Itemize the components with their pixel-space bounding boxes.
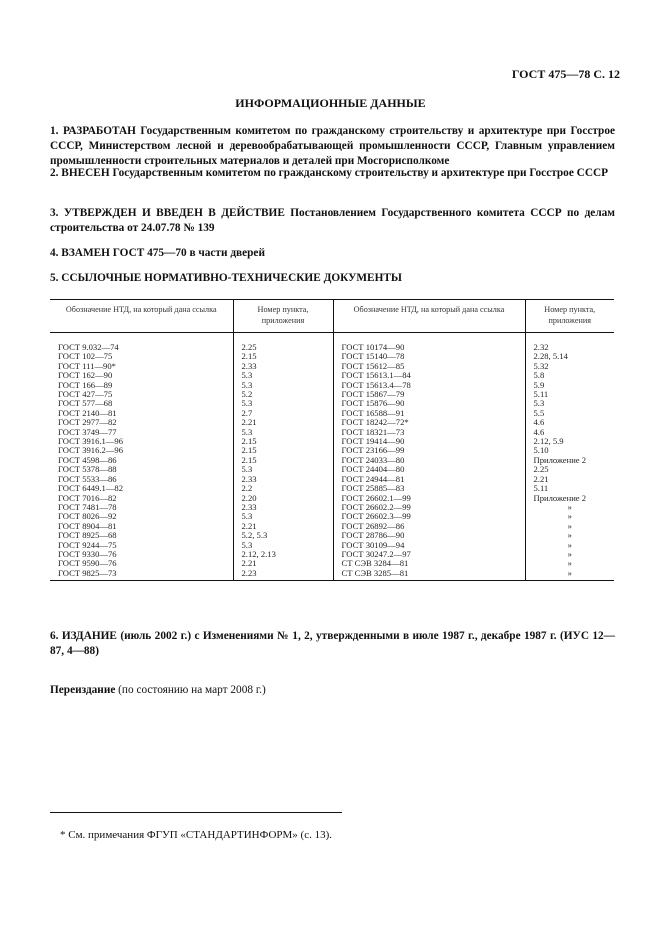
cell-doc-left: ГОСТ 166—89 — [50, 381, 233, 390]
cell-clause-right: 2.25 — [533, 464, 549, 475]
table-row — [50, 371, 614, 380]
table-row — [50, 531, 614, 540]
table-row — [50, 494, 614, 503]
cell-clause-left: 2.33 — [233, 503, 333, 512]
table-header-row — [50, 300, 614, 333]
cell-doc-right: ГОСТ 26602.2—99 — [333, 503, 525, 512]
cell-clause-left: 2.25 — [233, 333, 333, 353]
cell-doc-left: ГОСТ 427—75 — [50, 390, 233, 399]
cell-doc-left: ГОСТ 7481—78 — [50, 503, 233, 512]
cell-clause-right: 2.21 — [533, 473, 549, 484]
reissue-label: Переиздание — [50, 684, 116, 696]
table-row — [50, 381, 614, 390]
cell-clause-right: 5.11 — [533, 389, 549, 400]
cell-doc-left: ГОСТ 2977—82 — [50, 418, 233, 427]
cell-doc-right: ГОСТ 18242—72* — [333, 418, 525, 427]
cell-clause-right: 5.32 — [533, 360, 549, 371]
cell-clause-left: 2.7 — [233, 409, 333, 418]
cell-doc-right: СТ СЭВ 3285—81 — [333, 569, 525, 581]
cell-doc-right: ГОСТ 24944—81 — [333, 475, 525, 484]
cell-clause-right: » — [567, 520, 572, 531]
cell-clause-right: 5.11 — [533, 483, 549, 494]
cell-doc-left: ГОСТ 5378—88 — [50, 465, 233, 474]
cell-clause-left: 2.12, 2.13 — [233, 550, 333, 559]
table-row — [50, 390, 614, 399]
cell-doc-left: ГОСТ 8925—68 — [50, 531, 233, 540]
cell-clause-right: 5.3 — [533, 398, 545, 409]
table-row — [50, 418, 614, 427]
table-row — [50, 409, 614, 418]
cell-doc-right: ГОСТ 26602.1—99 — [333, 494, 525, 503]
cell-clause-right: » — [567, 511, 572, 522]
table-row — [50, 399, 614, 408]
item-5-references: 5. ССЫЛОЧНЫЕ НОРМАТИВНО-ТЕХНИЧЕСКИЕ ДОКУМЕНТЫ — [50, 272, 402, 284]
cell-doc-left: ГОСТ 102—75 — [50, 352, 233, 361]
cell-clause-right: 5.10 — [533, 445, 549, 456]
cell-doc-left: ГОСТ 5533—86 — [50, 475, 233, 484]
cell-doc-left: ГОСТ 6449.1—82 — [50, 484, 233, 493]
cell-doc-right: ГОСТ 26602.3—99 — [333, 512, 525, 521]
cell-clause-left: 5.3 — [233, 428, 333, 437]
references-table — [50, 299, 614, 581]
table-row — [50, 456, 614, 465]
table-row — [50, 446, 614, 455]
cell-doc-right: ГОСТ 28786—90 — [333, 531, 525, 540]
header-doc-right: Обозначение НТД, на который дана ссылка — [333, 300, 525, 333]
cell-clause-right: » — [567, 567, 572, 578]
cell-clause-right: » — [567, 558, 572, 569]
cell-doc-right: ГОСТ 16588—91 — [333, 409, 525, 418]
item-4-replaces: 4. ВЗАМЕН ГОСТ 475—70 в части дверей — [50, 247, 265, 259]
cell-clause-right: » — [567, 501, 572, 512]
cell-clause-left: 5.2 — [233, 390, 333, 399]
cell-doc-left: ГОСТ 9.032—74 — [50, 333, 233, 353]
cell-doc-right: ГОСТ 30109—94 — [333, 541, 525, 550]
table-row — [50, 559, 614, 568]
cell-clause-left: 2.21 — [233, 418, 333, 427]
item-2-introduced: 2. ВНЕСЕН Государственным комитетом по гражданскому строительству и архитектуре при Госстрое СССР — [50, 167, 609, 179]
cell-clause-right: » — [567, 548, 572, 559]
footnote: * См. примечания ФГУП «СТАНДАРТИНФОРМ» (с. 13). — [60, 829, 332, 841]
table-row — [50, 352, 614, 361]
cell-doc-right: ГОСТ 24404—80 — [333, 465, 525, 474]
cell-doc-left: ГОСТ 162—90 — [50, 371, 233, 380]
table-row — [50, 465, 614, 474]
table-row — [50, 522, 614, 531]
cell-clause-left: 2.15 — [233, 446, 333, 455]
cell-doc-right: ГОСТ 26892—86 — [333, 522, 525, 531]
cell-clause-right: 5.9 — [533, 379, 545, 390]
cell-clause-left: 5.3 — [233, 381, 333, 390]
cell-clause-right: 5.5 — [533, 407, 545, 418]
cell-clause-left: 2.15 — [233, 437, 333, 446]
item-6-edition: 6. ИЗДАНИЕ (июль 2002 г.) с Изменениями № 1, 2, утвержденными в июле 1987 г., декабре 1987 г. (ИУС 12—87, 4—88) — [50, 630, 615, 657]
cell-doc-right: ГОСТ 24033—80 — [333, 456, 525, 465]
cell-doc-right: ГОСТ 30247.2—97 — [333, 550, 525, 559]
cell-doc-right: ГОСТ 15140—78 — [333, 352, 525, 361]
reissue-text: (по состоянию на март 2008 г.) — [115, 684, 266, 696]
cell-doc-left: ГОСТ 9825—73 — [50, 569, 233, 581]
table-row — [50, 569, 614, 581]
cell-clause-left: 2.20 — [233, 494, 333, 503]
cell-doc-left: ГОСТ 2140—81 — [50, 409, 233, 418]
cell-clause-right: Приложение 2 — [533, 454, 587, 465]
cell-clause-right: 4.6 — [533, 417, 545, 428]
cell-doc-left: ГОСТ 9244—75 — [50, 541, 233, 550]
table-row — [50, 541, 614, 550]
cell-clause-right: 4.6 — [533, 426, 545, 437]
cell-clause-right: Приложение 2 — [533, 492, 587, 503]
cell-doc-right: ГОСТ 15876—90 — [333, 399, 525, 408]
cell-doc-right: ГОСТ 15867—79 — [333, 390, 525, 399]
header-doc-left: Обозначение НТД, на который дана ссылка — [50, 300, 233, 333]
footnote-divider — [50, 812, 342, 813]
table-row — [50, 362, 614, 371]
table-row — [50, 550, 614, 559]
cell-clause-left: 5.3 — [233, 399, 333, 408]
cell-doc-left: ГОСТ 9330—76 — [50, 550, 233, 559]
cell-doc-right: ГОСТ 25885—83 — [333, 484, 525, 493]
cell-doc-left: ГОСТ 3916.2—96 — [50, 446, 233, 455]
cell-doc-left: ГОСТ 9590—76 — [50, 559, 233, 568]
table-row — [50, 484, 614, 493]
section-title: ИНФОРМАЦИОННЫЕ ДАННЫЕ — [235, 96, 426, 110]
table-row — [50, 475, 614, 484]
cell-doc-right: СТ СЭВ 3284—81 — [333, 559, 525, 568]
cell-clause-left: 2.15 — [233, 352, 333, 361]
cell-clause-left: 2.21 — [233, 522, 333, 531]
cell-clause-left: 2.23 — [233, 569, 333, 581]
cell-clause-left: 2.33 — [233, 475, 333, 484]
cell-clause-left: 5.3 — [233, 541, 333, 550]
cell-clause-left: 2.33 — [233, 362, 333, 371]
cell-doc-left: ГОСТ 7016—82 — [50, 494, 233, 503]
item-1-developed: 1. РАЗРАБОТАН Государственным комитетом по гражданскому строительству и архитектуре при Госстрое СССР, Министерством лесной и деревообрабатывающей промышленности СССР, Главным управлением промышленности строительных материалов и деталей при Мосгорисполкоме — [50, 125, 615, 167]
cell-doc-right: ГОСТ 19414—90 — [333, 437, 525, 446]
cell-doc-right: ГОСТ 15612—85 — [333, 362, 525, 371]
table-row — [50, 512, 614, 521]
cell-clause-right: » — [567, 530, 572, 541]
cell-clause-left: 5.3 — [233, 465, 333, 474]
table-row — [50, 503, 614, 512]
cell-clause-left: 5.2, 5.3 — [233, 531, 333, 540]
cell-doc-right: ГОСТ 23166—99 — [333, 446, 525, 455]
cell-clause-left: 5.3 — [233, 512, 333, 521]
cell-clause-right: 2.32 — [533, 342, 549, 352]
cell-doc-right: ГОСТ 15613.4—78 — [333, 381, 525, 390]
cell-clause-right: 2.12, 5.9 — [533, 436, 564, 447]
cell-doc-left: ГОСТ 3749—77 — [50, 428, 233, 437]
table-row — [50, 333, 614, 353]
cell-clause-right: 5.8 — [533, 370, 545, 381]
cell-doc-left: ГОСТ 111—90* — [50, 362, 233, 371]
cell-clause-right: » — [567, 539, 572, 550]
table-body — [50, 333, 614, 581]
cell-doc-right: ГОСТ 15613.1—84 — [333, 371, 525, 380]
cell-doc-left: ГОСТ 4598—86 — [50, 456, 233, 465]
page-header: ГОСТ 475—78 С. 12 — [511, 67, 620, 81]
item-3-approved: 3. УТВЕРЖДЕН И ВВЕДЕН В ДЕЙСТВИЕ Постановлением Государственного комитета СССР по делам строительства от 24.07.78 № 139 — [50, 207, 615, 234]
cell-clause-left: 2.15 — [233, 456, 333, 465]
header-clause-left: Номер пункта, приложения — [233, 300, 333, 333]
cell-clause-right: 2.28, 5.14 — [533, 351, 568, 362]
cell-doc-left: ГОСТ 3916.1—96 — [50, 437, 233, 446]
references-table-wrapper — [50, 299, 614, 581]
reissue-note — [50, 684, 266, 696]
cell-clause-left: 5.3 — [233, 371, 333, 380]
table-row — [50, 428, 614, 437]
cell-doc-left: ГОСТ 8026—92 — [50, 512, 233, 521]
header-clause-right: Номер пункта, приложения — [544, 305, 596, 325]
cell-doc-right: ГОСТ 18321—73 — [333, 428, 525, 437]
cell-clause-left: 2.2 — [233, 484, 333, 493]
cell-doc-right: ГОСТ 10174—90 — [333, 333, 525, 353]
cell-doc-left: ГОСТ 8904—81 — [50, 522, 233, 531]
cell-clause-left: 2.21 — [233, 559, 333, 568]
table-row — [50, 437, 614, 446]
cell-doc-left: ГОСТ 577—68 — [50, 399, 233, 408]
